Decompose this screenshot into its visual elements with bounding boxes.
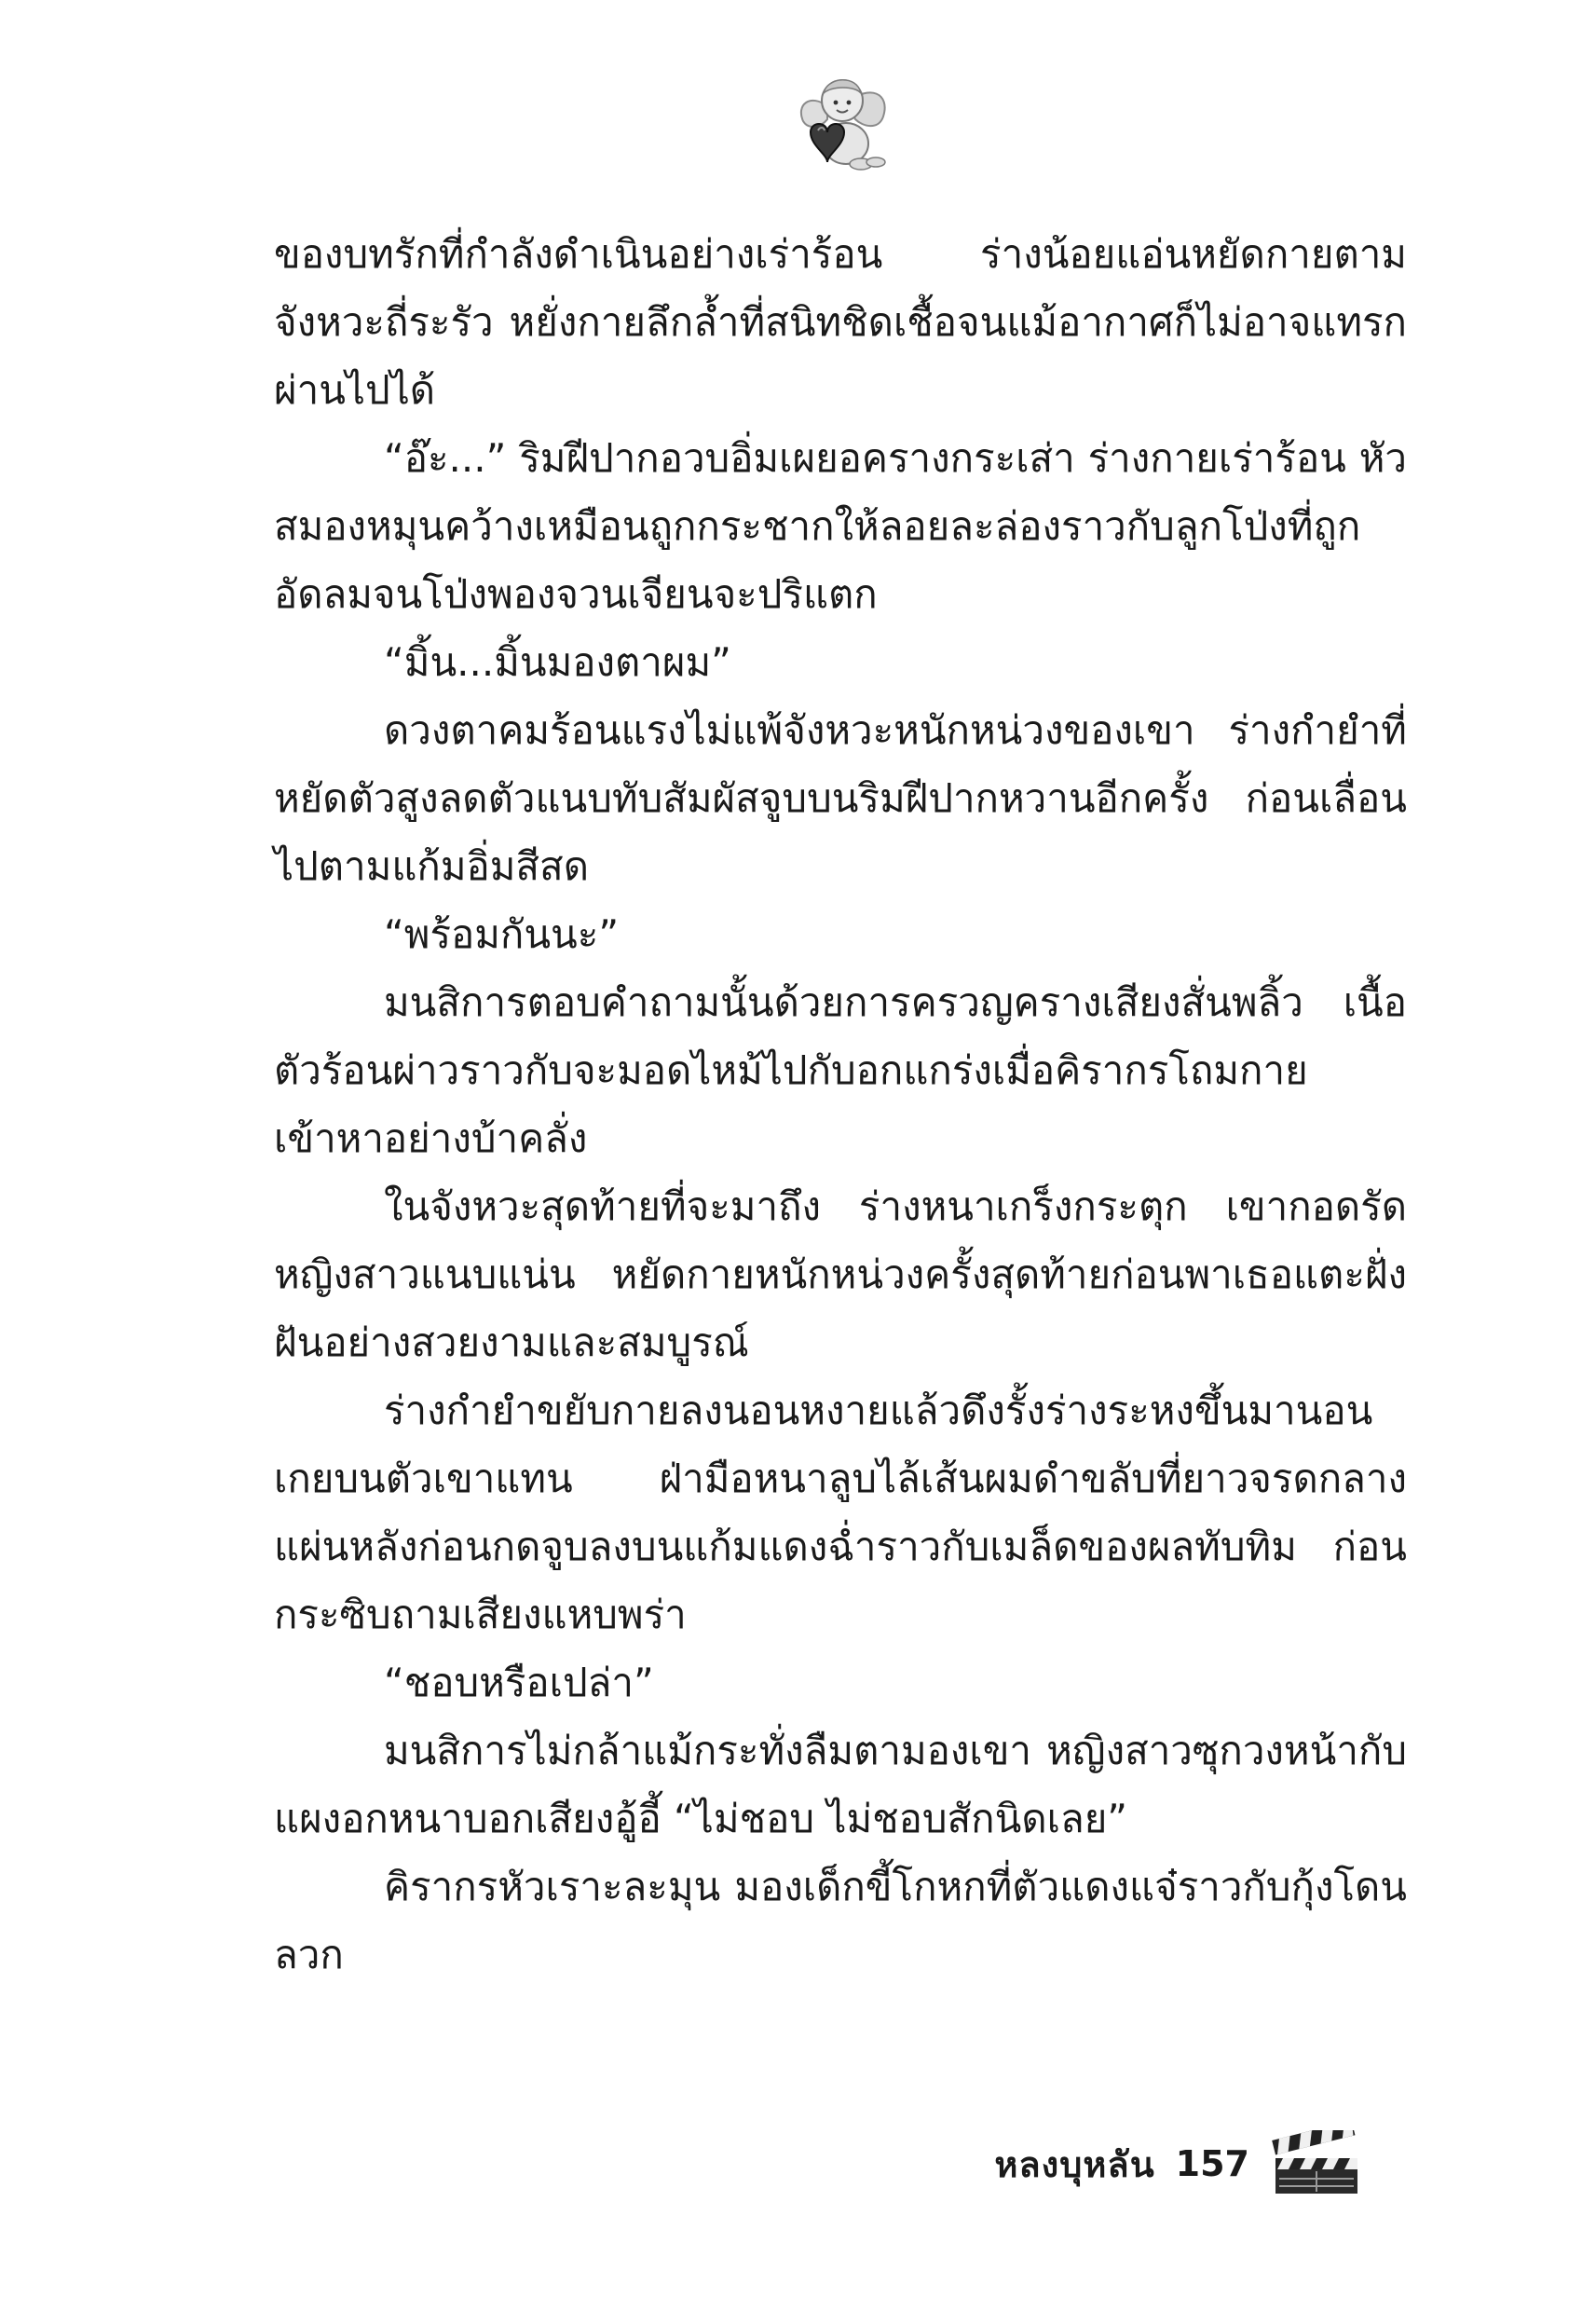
page-footer xyxy=(994,2130,1363,2197)
running-title: หลงบุหลัน xyxy=(994,2143,1155,2185)
clapperboard-icon xyxy=(1270,2130,1363,2197)
paragraph: คิรากรหัวเราะละมุน มองเด็กขี้โกหกที่ตัวแดงแจ๋ราวกับกุ้งโดนลวก xyxy=(274,1864,1407,1977)
paragraph: มนสิการตอบคำถามนั้นด้วยการครวญครางเสียงสั่นพลิ้ว เนื้อตัวร้อนผ่าวราวกับจะมอดไหม้ไปกับอกแกร่งเมื่อคิรากรโถมกายเข้าหาอย่างบ้าคลั่ง xyxy=(274,979,1407,1161)
dialogue-line: “พร้อมกันนะ” xyxy=(384,911,620,957)
cupid-with-heart-icon xyxy=(790,65,893,177)
paragraph: “อ๊ะ...” ริมฝีปากอวบอิ่มเผยอครางกระเส่า ร่างกายเร่าร้อน หัวสมองหมุนคว้างเหมือนถูกกระชากให้ลอยละล่องราวกับลูกโป่งที่ถูกอัดลมจนโป่งพองจวนเจียนจะปริแตก xyxy=(274,435,1407,617)
dialogue-line: “ชอบหรือเปล่า” xyxy=(384,1660,654,1705)
paragraph: ร่างกำยำขยับกายลงนอนหงายแล้วดึงรั้งร่างระหงขึ้นมานอนเกยบนตัวเขาแทน ฝ่ามือหนาลูบไล้เส้นผมดำขลับที่ยาวจรดกลางแผ่นหลังก่อนกดจูบลงบนแก้มแดงฉ่ำราวกับเมล็ดของผลทับทิม ก่อนกระซิบถามเสียงแหบพร่า xyxy=(274,1388,1407,1637)
paragraph: มนสิการไม่กล้าแม้กระทั่งลืมตามองเขา หญิงสาวซุกวงหน้ากับแผงอกหนาบอกเสียงอู้อี้ “ไม่ชอบ ไม่ชอบสักนิดเลย” xyxy=(274,1728,1407,1841)
paragraph: ดวงตาคมร้อนแรงไม่แพ้จังหวะหนักหน่วงของเขา ร่างกำยำที่หยัดตัวสูงลดตัวแนบทับสัมผัสจูบบนริมฝีปากหวานอีกครั้ง ก่อนเลื่อนไปตามแก้มอิ่มสีสด xyxy=(274,707,1407,889)
dialogue-line: “มิ้น...มิ้นมองตาผม” xyxy=(384,639,731,685)
page-number: 157 xyxy=(1175,2143,1249,2184)
paragraph: ของบทรักที่กำลังดำเนินอย่างเร่าร้อน ร่างน้อยแอ่นหยัดกายตามจังหวะถี่ระรัว หยั่งกายลึกล้ำที่สนิทชิดเชื้อจนแม้อากาศก็ไม่อาจแทรกผ่านไปได้ xyxy=(274,231,1407,413)
body-text xyxy=(274,220,1407,1989)
paragraph: ในจังหวะสุดท้ายที่จะมาถึง ร่างหนาเกร็งกระตุก เขากอดรัดหญิงสาวแนบแน่น หยัดกายหนักหน่วงครั้งสุดท้ายก่อนพาเธอแตะฝั่งฝันอย่างสวยงามและสมบูรณ์ xyxy=(274,1183,1407,1365)
